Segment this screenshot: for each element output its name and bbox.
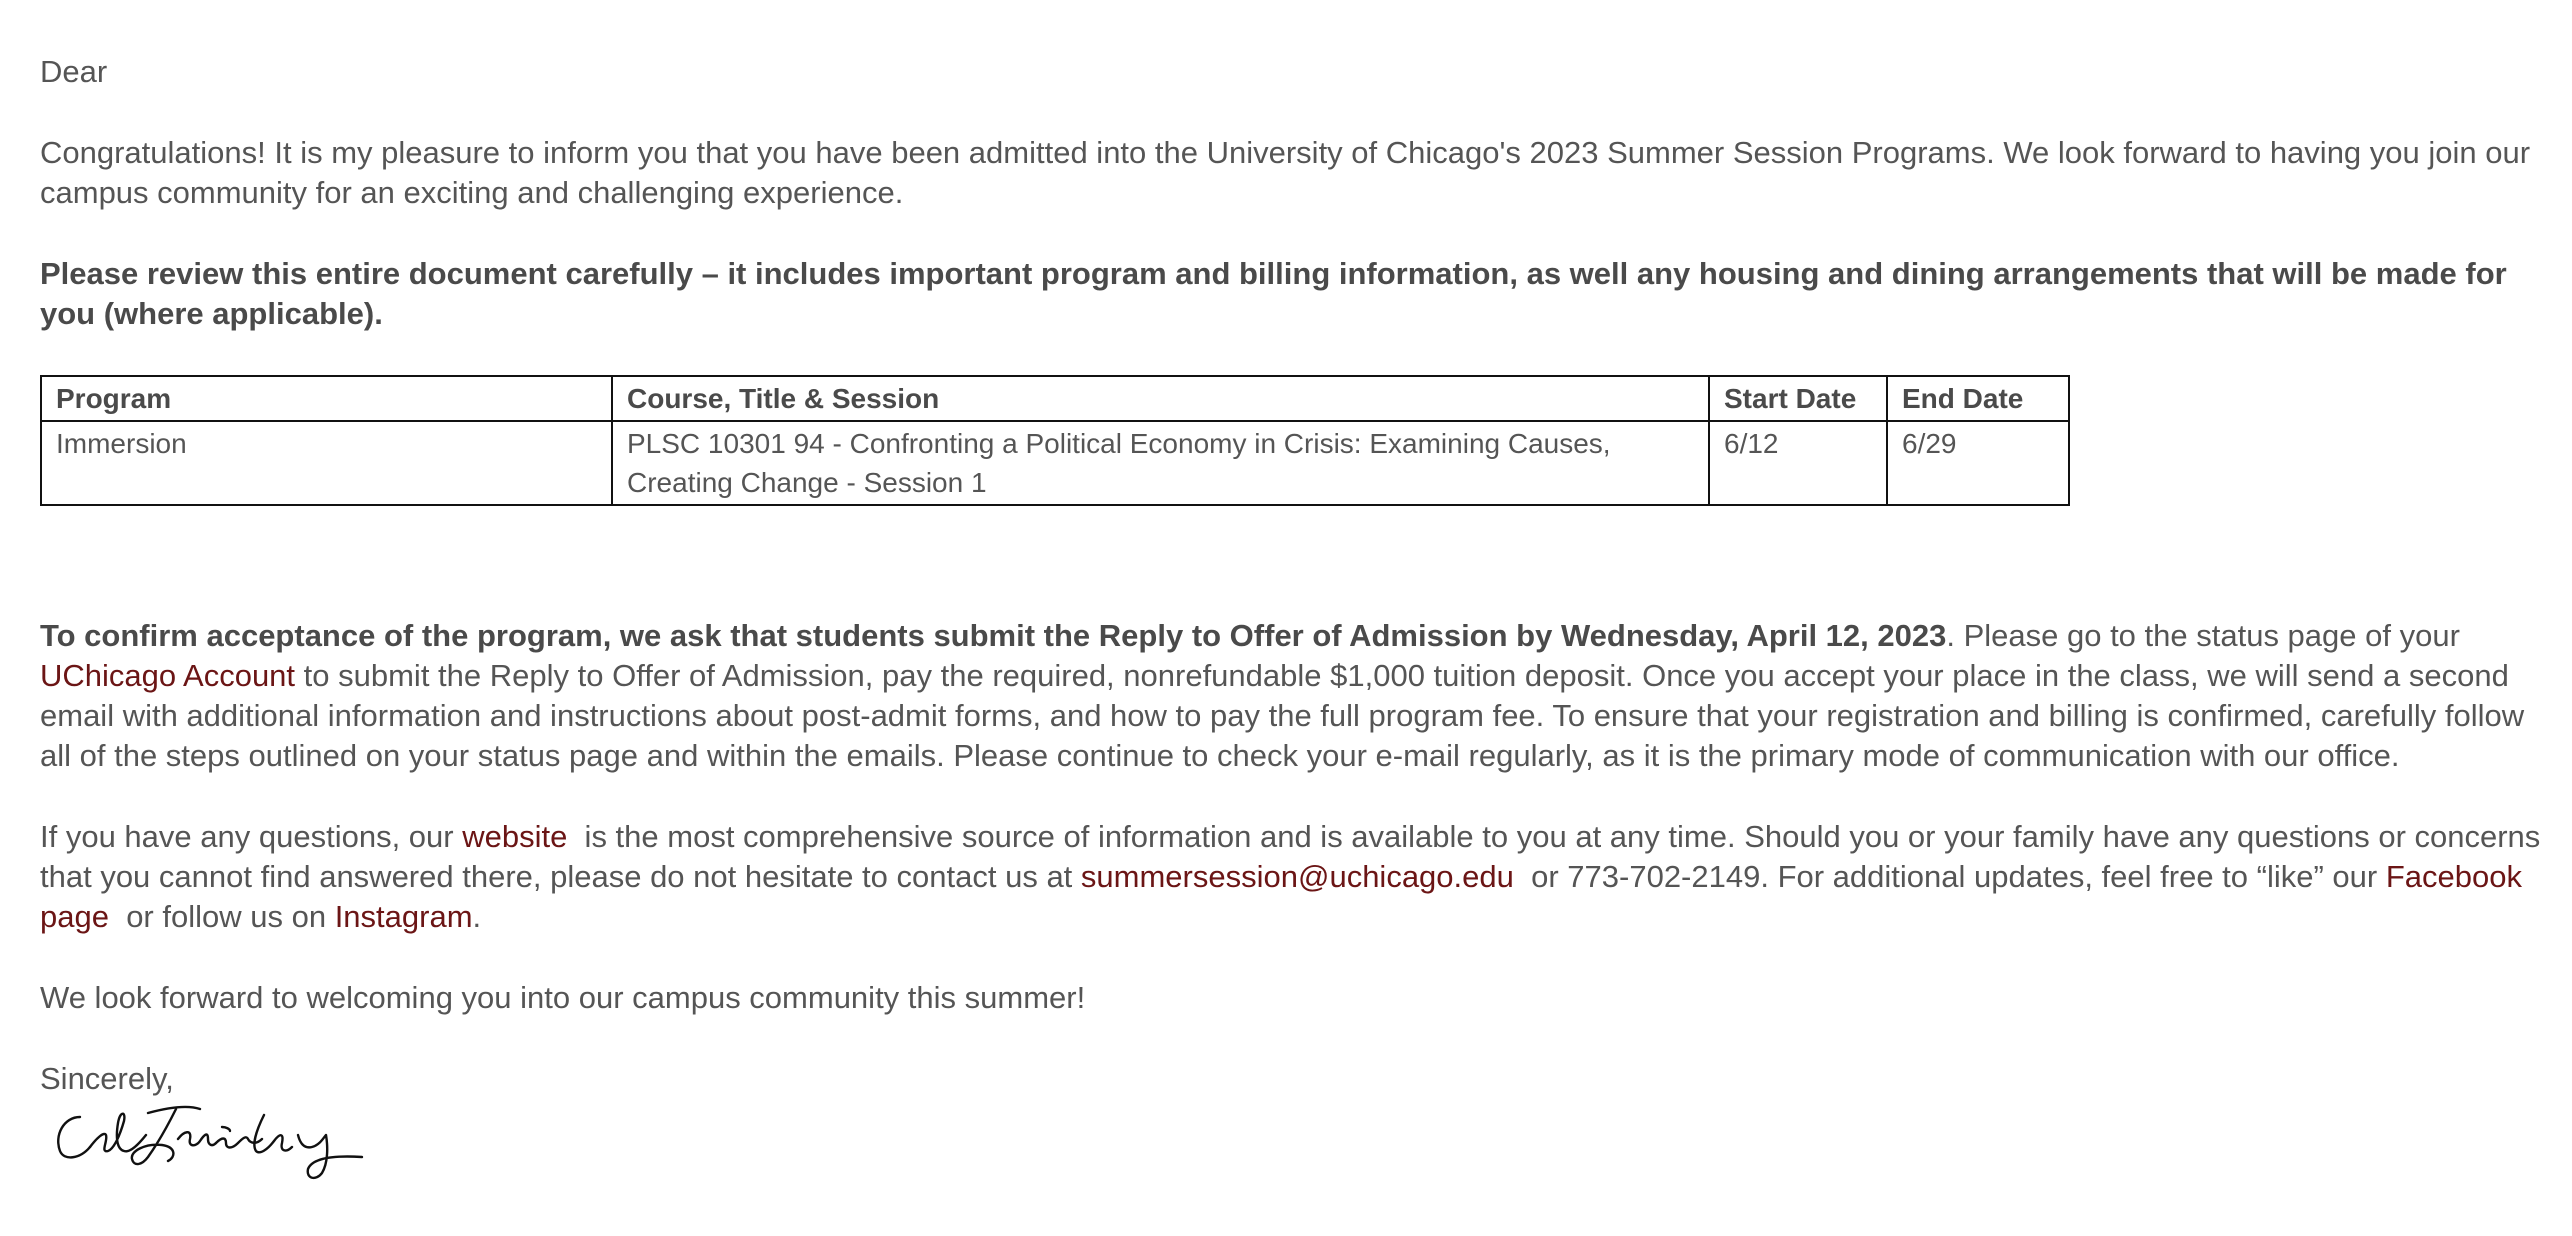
instagram-link[interactable]: Instagram [334,899,473,934]
header-course: Course, Title & Session [612,376,1709,421]
intro-paragraph: Congratulations! It is my pleasure to inform you that you have been admitted into the University of Chicago's 2023 Summer Session Programs. We look forward to having you join our campus community for an exciting and challenging experience. [40,135,2531,210]
table-header-row [41,376,2069,421]
confirm-text-1: . Please go to the status page of your [1946,618,2460,653]
website-link[interactable]: website [462,819,568,854]
program-table [40,375,2070,506]
questions-text-2: is the most comprehensive source of information and is available to you at any time. Should you or your family have any questions or concerns that you cannot find answered there, please do not hesitate to contact us at [40,819,2549,894]
questions-paragraph [40,817,2550,937]
email-link[interactable]: summersession@uchicago.edu [1080,859,1514,894]
questions-text-3: or 773-702-2149. For additional updates, feel free to “like” our [1513,859,2386,894]
signature-image [50,1095,390,1181]
greeting: Dear [40,54,108,89]
cell-end-date: 6/29 [1887,421,2069,505]
confirm-text-2: to submit the Reply to Offer of Admission, pay the required, nonrefundable $1,000 tuition deposit. Once you accept your place in the class, we will send a second email with additional information and instructions about post-admit forms, and how to pay the full program fee. To ensure that your registration and billing is confirmed, carefully follow all of the steps outlined on your status page and within the emails. Please continue to check your e-mail regularly, as it is the primary mode of communication with our office. [40,658,2525,773]
confirm-deadline: To confirm acceptance of the program, we ask that students submit the Reply to Offer of Admission by Wednesday, April 12, 2023 [40,618,1947,653]
cell-course: PLSC 10301 94 - Confronting a Political Economy in Crisis: Examining Causes, Creating Change - Session 1 [612,421,1709,505]
admission-letter [40,52,2550,1181]
questions-text-1: If you have any questions, our [40,819,463,854]
questions-text-4: or follow us on [108,899,335,934]
header-program: Program [41,376,612,421]
closing: Sincerely, [40,1061,174,1096]
questions-text-5: . [472,899,482,934]
header-start-date: Start Date [1709,376,1887,421]
confirm-paragraph [40,616,2550,776]
review-notice: Please review this entire document carefully – it includes important program and billing information, as well any housing and dining arrangements that will be made for you (where applicable). [40,256,2507,331]
welcome-paragraph: We look forward to welcoming you into our campus community this summer! [40,980,1086,1015]
facebook-link[interactable]: Facebook page [40,859,2522,934]
cell-start-date: 6/12 [1709,421,1887,505]
header-end-date: End Date [1887,376,2069,421]
table-row [41,421,2069,505]
uchicago-account-link[interactable]: UChicago Account [40,658,296,693]
cell-program: Immersion [41,421,612,505]
